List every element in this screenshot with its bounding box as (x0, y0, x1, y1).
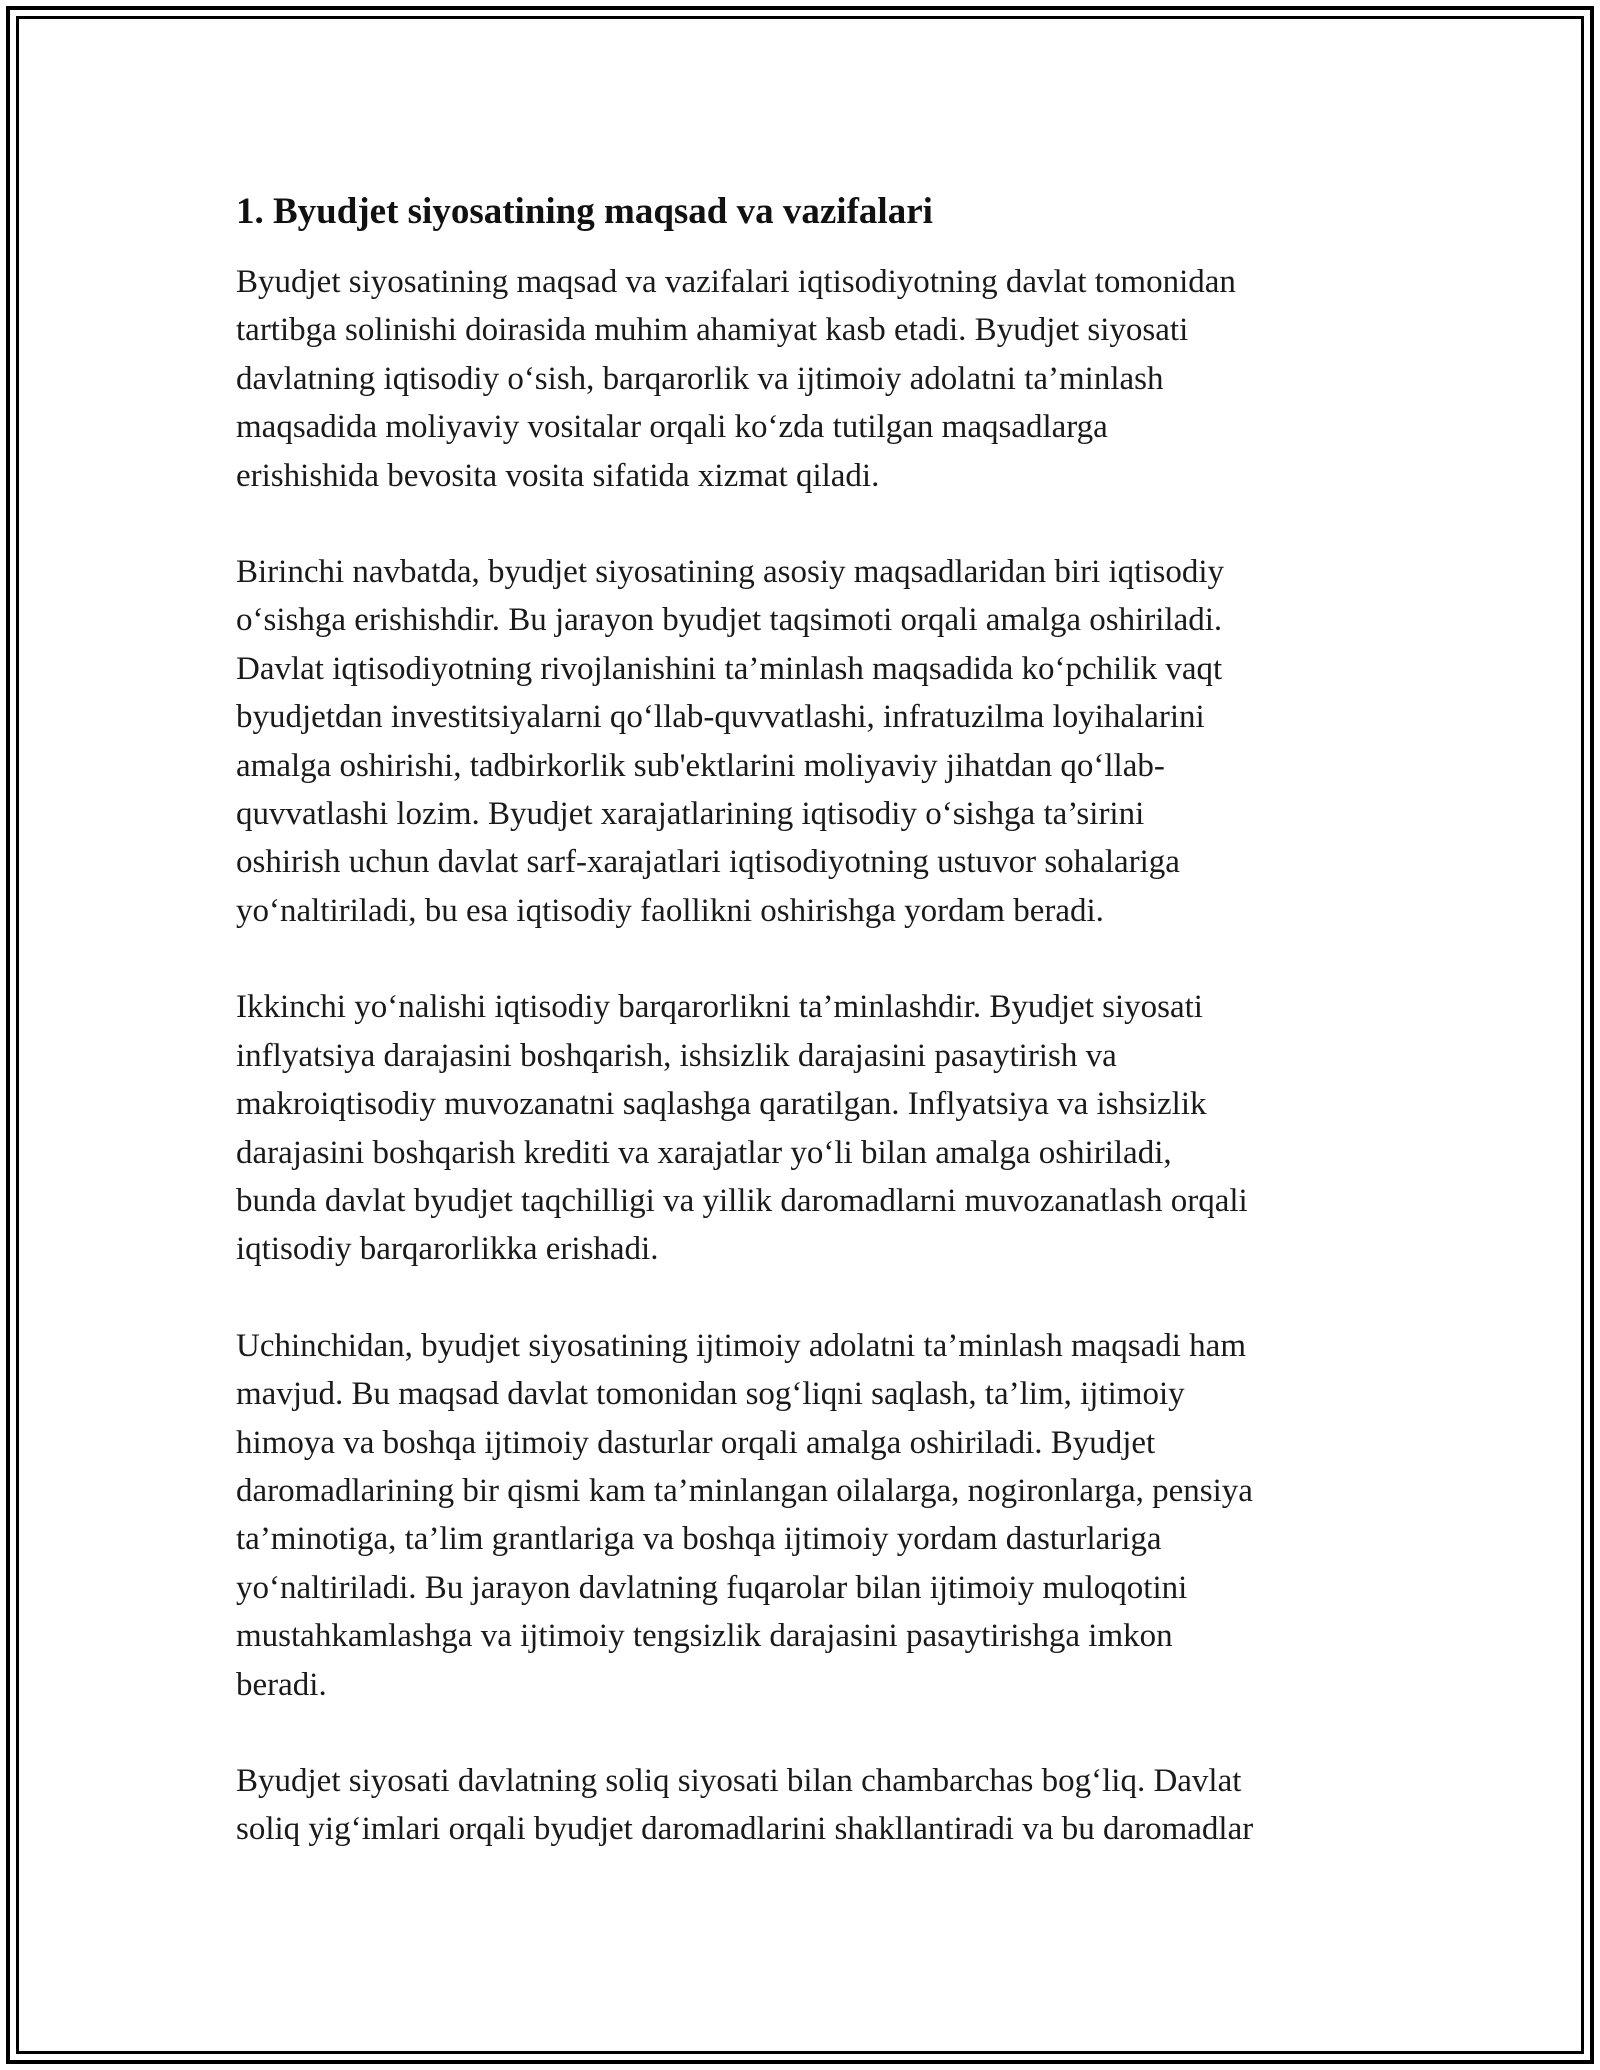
paragraph-line: mustahkamlashga va ijtimoiy tengsizlik darajasini pasaytirishga imkon (236, 1618, 1173, 1655)
paragraph-line: Ikkinchi yo‘nalishi iqtisodiy barqarorlikni ta’minlashdir. Byudjet siyosati (236, 989, 1203, 1026)
document-body (236, 186, 1376, 1902)
paragraph-line: darajasini boshqarish krediti va xarajatlar yo‘li bilan amalga oshiriladi, (236, 1134, 1172, 1171)
paragraph-line: Byudjet siyosati davlatning soliq siyosati bilan chambarchas bog‘liq. Davlat (236, 1762, 1242, 1799)
paragraph-line: maqsadida moliyaviy vositalar orqali ko‘zda tutilgan maqsadlarga (236, 409, 1108, 446)
paragraph-line: yo‘naltiriladi. Bu jarayon davlatning fuqarolar bilan ijtimoiy muloqotini (236, 1569, 1188, 1606)
paragraph-line: soliq yig‘imlari orqali byudjet daromadlarini shakllantiradi va bu daromadlar (236, 1811, 1254, 1848)
paragraph-line: makroiqtisodiy muvozanatni saqlashga qaratilgan. Inflyatsiya va ishsizlik (236, 1086, 1207, 1123)
paragraph-line: Davlat iqtisodiyotning rivojlanishini ta’minlash maqsadida ko‘pchilik vaqt (236, 650, 1223, 687)
paragraph-line: tartibga solinishi doirasida muhim ahamiyat kasb etadi. Byudjet siyosati (236, 312, 1189, 349)
paragraph-line: iqtisodiy barqarorlikka erishadi. (236, 1231, 659, 1268)
paragraph-second (236, 983, 1376, 1273)
paragraph-line: bunda davlat byudjet taqchilligi va yillik daromadlarni muvozanatlash orqali (236, 1182, 1248, 1219)
paragraph-line: Byudjet siyosatining maqsad va vazifalari iqtisodiyotning davlat tomonidan (236, 264, 1236, 300)
paragraph-third (236, 1322, 1376, 1709)
paragraph-intro (236, 258, 1376, 500)
paragraph-line: mavjud. Bu maqsad davlat tomonidan sog‘liqni saqlash, ta’lim, ijtimoiy (236, 1376, 1185, 1413)
paragraph-line: byudjetdan investitsiyalarni qo‘llab-quvvatlashi, infratuzilma loyihalarini (236, 699, 1205, 736)
paragraph-line: inflyatsiya darajasini boshqarish, ishsizlik darajasini pasaytirish va (236, 1037, 1117, 1074)
paragraph-line: beradi. (236, 1666, 327, 1703)
paragraph-first (236, 548, 1376, 935)
paragraph-line: himoya va boshqa ijtimoiy dasturlar orqali amalga oshiriladi. Byudjet (236, 1424, 1156, 1461)
paragraph-line: quvvatlashi lozim. Byudjet xarajatlarining iqtisodiy o‘sishga ta’sirini (236, 796, 1145, 833)
paragraph-line: erishishida bevosita vosita sifatida xizmat qiladi. (236, 457, 880, 494)
paragraph-line: amalga oshirishi, tadbirkorlik sub'ektlarini moliyaviy jihatdan qo‘llab- (236, 747, 1165, 784)
paragraph-line: daromadlarining bir qismi kam ta’minlangan oilalarga, nogironlarga, pensiya (236, 1472, 1253, 1509)
paragraph-line: o‘sishga erishishdir. Bu jarayon byudjet taqsimoti orqali amalga oshiriladi. (236, 602, 1223, 639)
paragraph-line: yo‘naltiriladi, bu esa iqtisodiy faollikni oshirishga yordam beradi. (236, 892, 1104, 929)
paragraph-line: davlatning iqtisodiy o‘sish, barqarorlik va ijtimoiy adolatni ta’minlash (236, 360, 1164, 397)
paragraph-line: ta’minotiga, ta’lim grantlariga va boshqa ijtimoiy yordam dasturlariga (236, 1521, 1162, 1558)
section-heading: 1. Byudjet siyosatining maqsad va vazifalari (236, 191, 933, 232)
paragraph-tax-policy (236, 1757, 1376, 1854)
paragraph-line: oshirish uchun davlat sarf-xarajatlari iqtisodiyotning ustuvor sohalariga (236, 844, 1180, 881)
paragraph-line: Birinchi navbatda, byudjet siyosatining asosiy maqsadlaridan biri iqtisodiy (236, 554, 1225, 591)
paragraph-line: Uchinchidan, byudjet siyosatining ijtimoiy adolatni ta’minlash maqsadi ham (236, 1327, 1246, 1364)
